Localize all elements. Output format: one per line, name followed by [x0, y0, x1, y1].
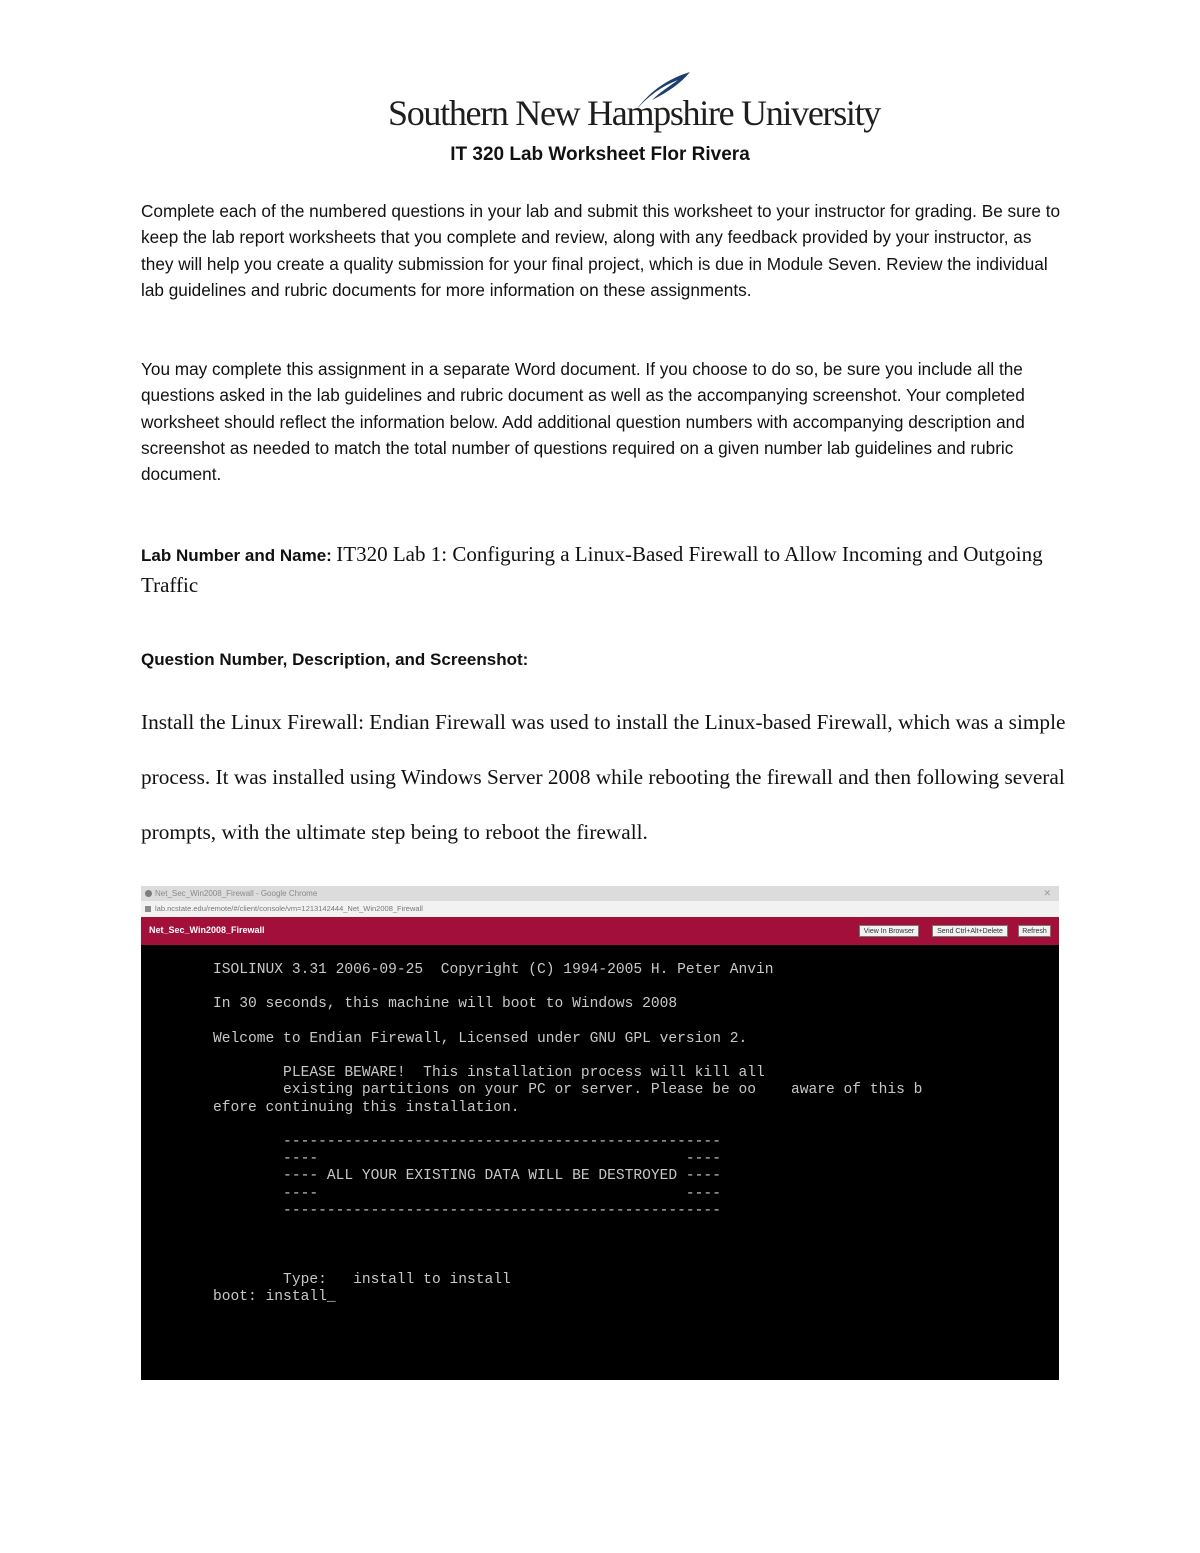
console-screenshot: [141, 886, 1059, 1380]
refresh-button: Refresh: [1018, 925, 1051, 937]
terminal-line: In 30 seconds, this machine will boot to Windows 2008: [213, 996, 678, 1013]
document-title: IT 320 Lab Worksheet Flor Rivera: [450, 144, 750, 165]
page-icon: [145, 906, 151, 912]
terminal-line: --------------------------------------------------: [283, 1202, 721, 1219]
terminal-line: boot: install_: [213, 1288, 336, 1305]
browser-icon: [145, 890, 152, 897]
console-appbar: [141, 917, 1059, 945]
view-in-browser-button: View In Browser: [859, 925, 919, 937]
terminal-line: --------------------------------------------------: [283, 1134, 721, 1151]
browser-titlebar: [141, 886, 1059, 901]
logo-text: Southern New Hampshire University: [388, 93, 881, 133]
terminal-line: ---- ----: [283, 1151, 721, 1168]
browser-urlbar: [141, 901, 1059, 917]
lab-label: Lab Number and Name:: [141, 546, 332, 565]
question-heading: Question Number, Description, and Screenshot:: [141, 650, 529, 669]
terminal-output: [213, 962, 1053, 1306]
format-paragraph: You may complete this assignment in a separate Word document. If you choose to do so, be sure you include all the questions asked in the lab guidelines and rubric document as well as the accompanying screenshot. Your completed worksheet should reflect the information below. Add additional question numbers with accompanying description and screenshot as needed to match the total number of questions required on a given number lab guidelines and rubric document.: [141, 359, 1025, 485]
close-icon: ✕: [1043, 888, 1051, 898]
console-title: Net_Sec_Win2008_Firewall: [149, 925, 265, 935]
terminal-line: PLEASE BEWARE! This installation process will kill all: [283, 1065, 765, 1082]
lab-name: IT320 Lab 1: Configuring a Linux-Based Firewall to Allow Incoming and Outgoing Traffic: [141, 542, 1043, 597]
terminal-line: ---- ALL YOUR EXISTING DATA WILL BE DESTROYED ----: [283, 1168, 721, 1185]
quill-icon: [630, 70, 694, 112]
question-answer: Install the Linux Firewall: Endian Firewall was used to install the Linux-based Firewall, which was a simple process. It was installed using Windows Server 2008 while rebooting the firewall and then following several prompts, with the ultimate step being to reboot the firewall.: [141, 710, 1066, 844]
terminal-line: existing partitions on your PC or server. Please be oo aware of this b: [283, 1082, 923, 1099]
instructions-paragraph: Complete each of the numbered questions in your lab and submit this worksheet to your instructor for grading. Be sure to keep the lab report worksheets that you complete and review, along with any feedback provided by your instructor, as they will help you create a quality submission for your final project, which is due in Module Seven. Review the individual lab guidelines and rubric documents for more information on these assignments.: [141, 201, 1061, 300]
terminal-line: ---- ----: [283, 1185, 721, 1202]
terminal-line: Welcome to Endian Firewall, Licensed under GNU GPL version 2.: [213, 1030, 748, 1047]
terminal-line: Type: install to install: [283, 1271, 511, 1288]
window-title: Net_Sec_Win2008_Firewall - Google Chrome: [155, 889, 318, 898]
lab-number-and-name: [141, 540, 1076, 602]
send-ctrl-alt-delete-button: Send Ctrl+Alt+Delete: [932, 925, 1008, 937]
terminal-line: ISOLINUX 3.31 2006-09-25 Copyright (C) 1994-2005 H. Peter Anvin: [213, 962, 774, 978]
url-text: lab.ncstate.edu/remote/#/client/console/vm=1213142444_Net_Win2008_Firewall: [155, 904, 423, 913]
university-logo: [388, 70, 881, 133]
terminal-line: efore continuing this installation.: [213, 1099, 520, 1116]
